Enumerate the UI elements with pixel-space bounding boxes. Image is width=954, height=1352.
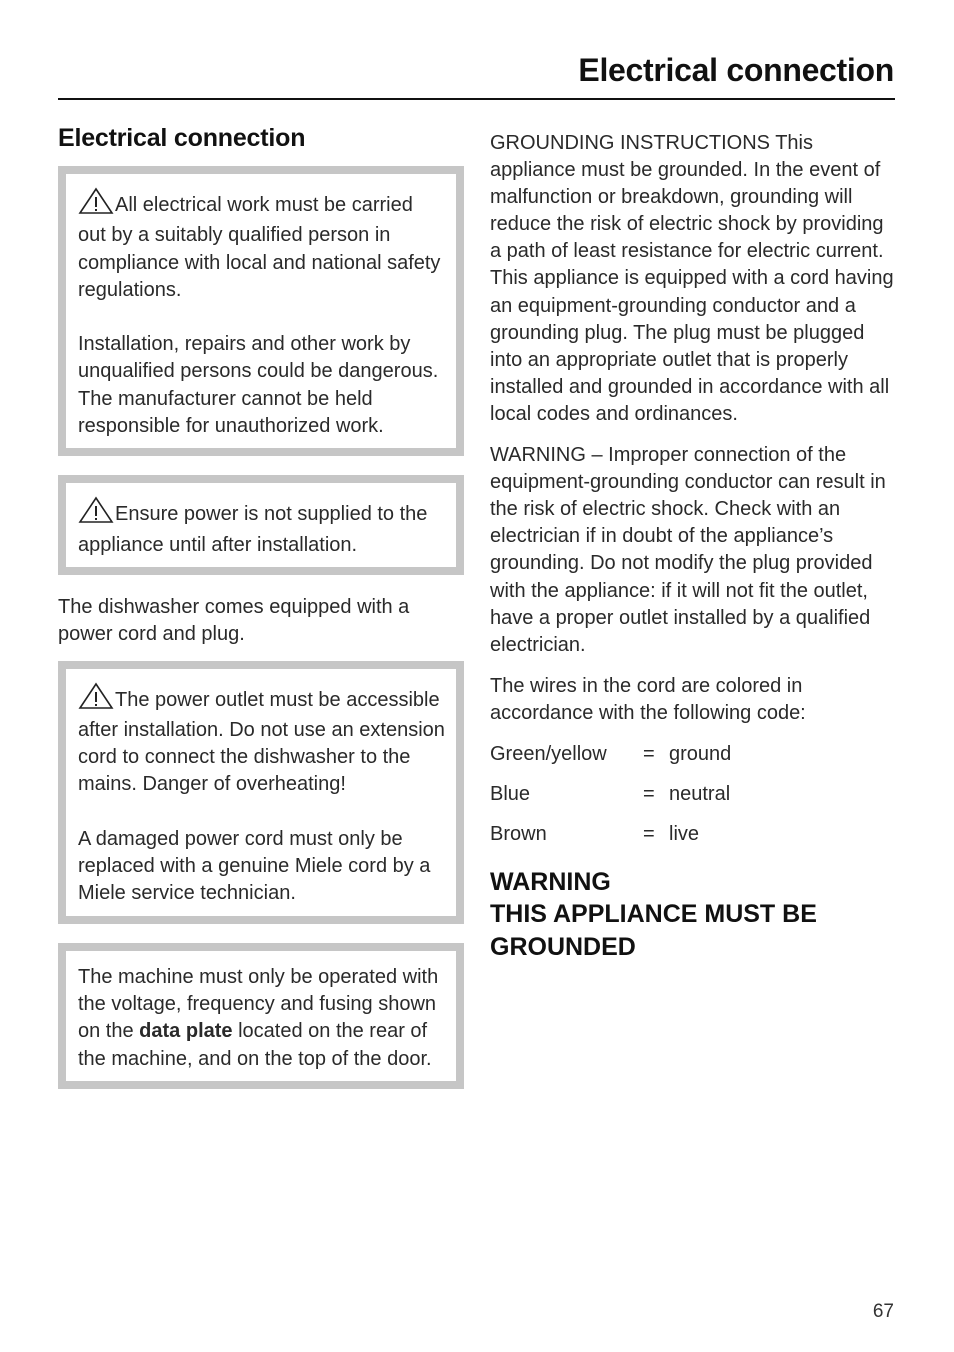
wire-meaning: neutral <box>669 782 731 805</box>
text-before: The machine must only be operated with the voltage, frequency and fusing shown on the <box>78 965 439 1043</box>
warning-box-power <box>58 475 464 575</box>
wire-code-table <box>490 741 900 861</box>
warning-text: All electrical work must be carried out by a suitably qualified person in compliance with local and national safety regulations. <box>78 194 441 301</box>
page-title: Electrical connection <box>578 52 894 88</box>
wire-name: Green/yellow <box>490 742 607 765</box>
wire-name: Blue <box>490 782 531 805</box>
warning-triangle-icon <box>78 682 114 717</box>
box-paragraph <box>78 964 446 1073</box>
warning-heading: WARNING THIS APPLIANCE MUST BE GROUNDED <box>490 867 817 961</box>
right-column <box>490 130 900 963</box>
text-after: located on the rear of the machine, and on the top of the door. <box>78 1020 432 1070</box>
equals-sign: = <box>643 782 655 805</box>
section-heading: Electrical connection <box>58 124 306 152</box>
wire-code-row <box>490 781 900 821</box>
wire-color-intro: The wires in the cord are colored in accordance with the following code: <box>490 674 806 724</box>
warning-text: The power outlet must be accessible after installation. Do not use an extension cord to connect the dishwasher to the mains. Danger of overheating! <box>78 688 445 796</box>
warning-triangle-icon <box>78 187 114 222</box>
warning-text: Ensure power is not supplied to the appliance until after installation. <box>78 503 428 556</box>
box-paragraph: Installation, repairs and other work by unqualified persons could be dangerous. The manufacturer cannot be held responsible for unauthorized work. <box>78 333 439 438</box>
left-column <box>58 124 464 1108</box>
body-paragraph: The dishwasher comes equipped with a power cord and plug. <box>58 595 410 646</box>
wire-name: Brown <box>490 822 547 845</box>
wire-meaning: live <box>669 822 700 845</box>
info-box-data-plate <box>58 943 464 1089</box>
warning-paragraph <box>78 187 446 304</box>
data-plate-bold: data plate <box>139 1020 233 1043</box>
box-paragraph: A damaged power cord must only be replaced with a genuine Miele cord by a Miele service technician. <box>78 827 431 905</box>
warning-triangle-icon <box>78 496 114 531</box>
warning-paragraph <box>78 682 446 799</box>
warning-paragraph <box>78 496 446 559</box>
equals-sign: = <box>643 822 655 845</box>
wire-code-row <box>490 821 900 861</box>
grounding-instructions: GROUNDING INSTRUCTIONS This appliance must be grounded. In the event of malfunction or breakdown, grounding will reduce the risk of electric shock by providing a path of least resistance for electric current. This appliance is equipped with a cord having an equipment-grounding conductor and a grounding plug. The plug must be plugged into an appropriate outlet that is properly installed and grounded in accordance with all local codes and ordinances. <box>490 132 894 425</box>
wire-code-row <box>490 741 900 781</box>
page-number: 67 <box>872 1301 894 1322</box>
equals-sign: = <box>643 742 655 765</box>
warning-box-outlet <box>58 661 464 924</box>
warning-paragraph: WARNING – Improper connection of the equipment-grounding conductor can result in the risk of electric shock. Check with an electrician if in doubt of the appliance’s grounding. Do not modify the plug provided with the appliance: if it will not fit the outlet, have a proper outlet installed by a qualified electrician. <box>490 444 886 656</box>
wire-meaning: ground <box>669 742 732 765</box>
warning-box-electrical-work <box>58 166 464 456</box>
title-rule <box>58 98 895 100</box>
